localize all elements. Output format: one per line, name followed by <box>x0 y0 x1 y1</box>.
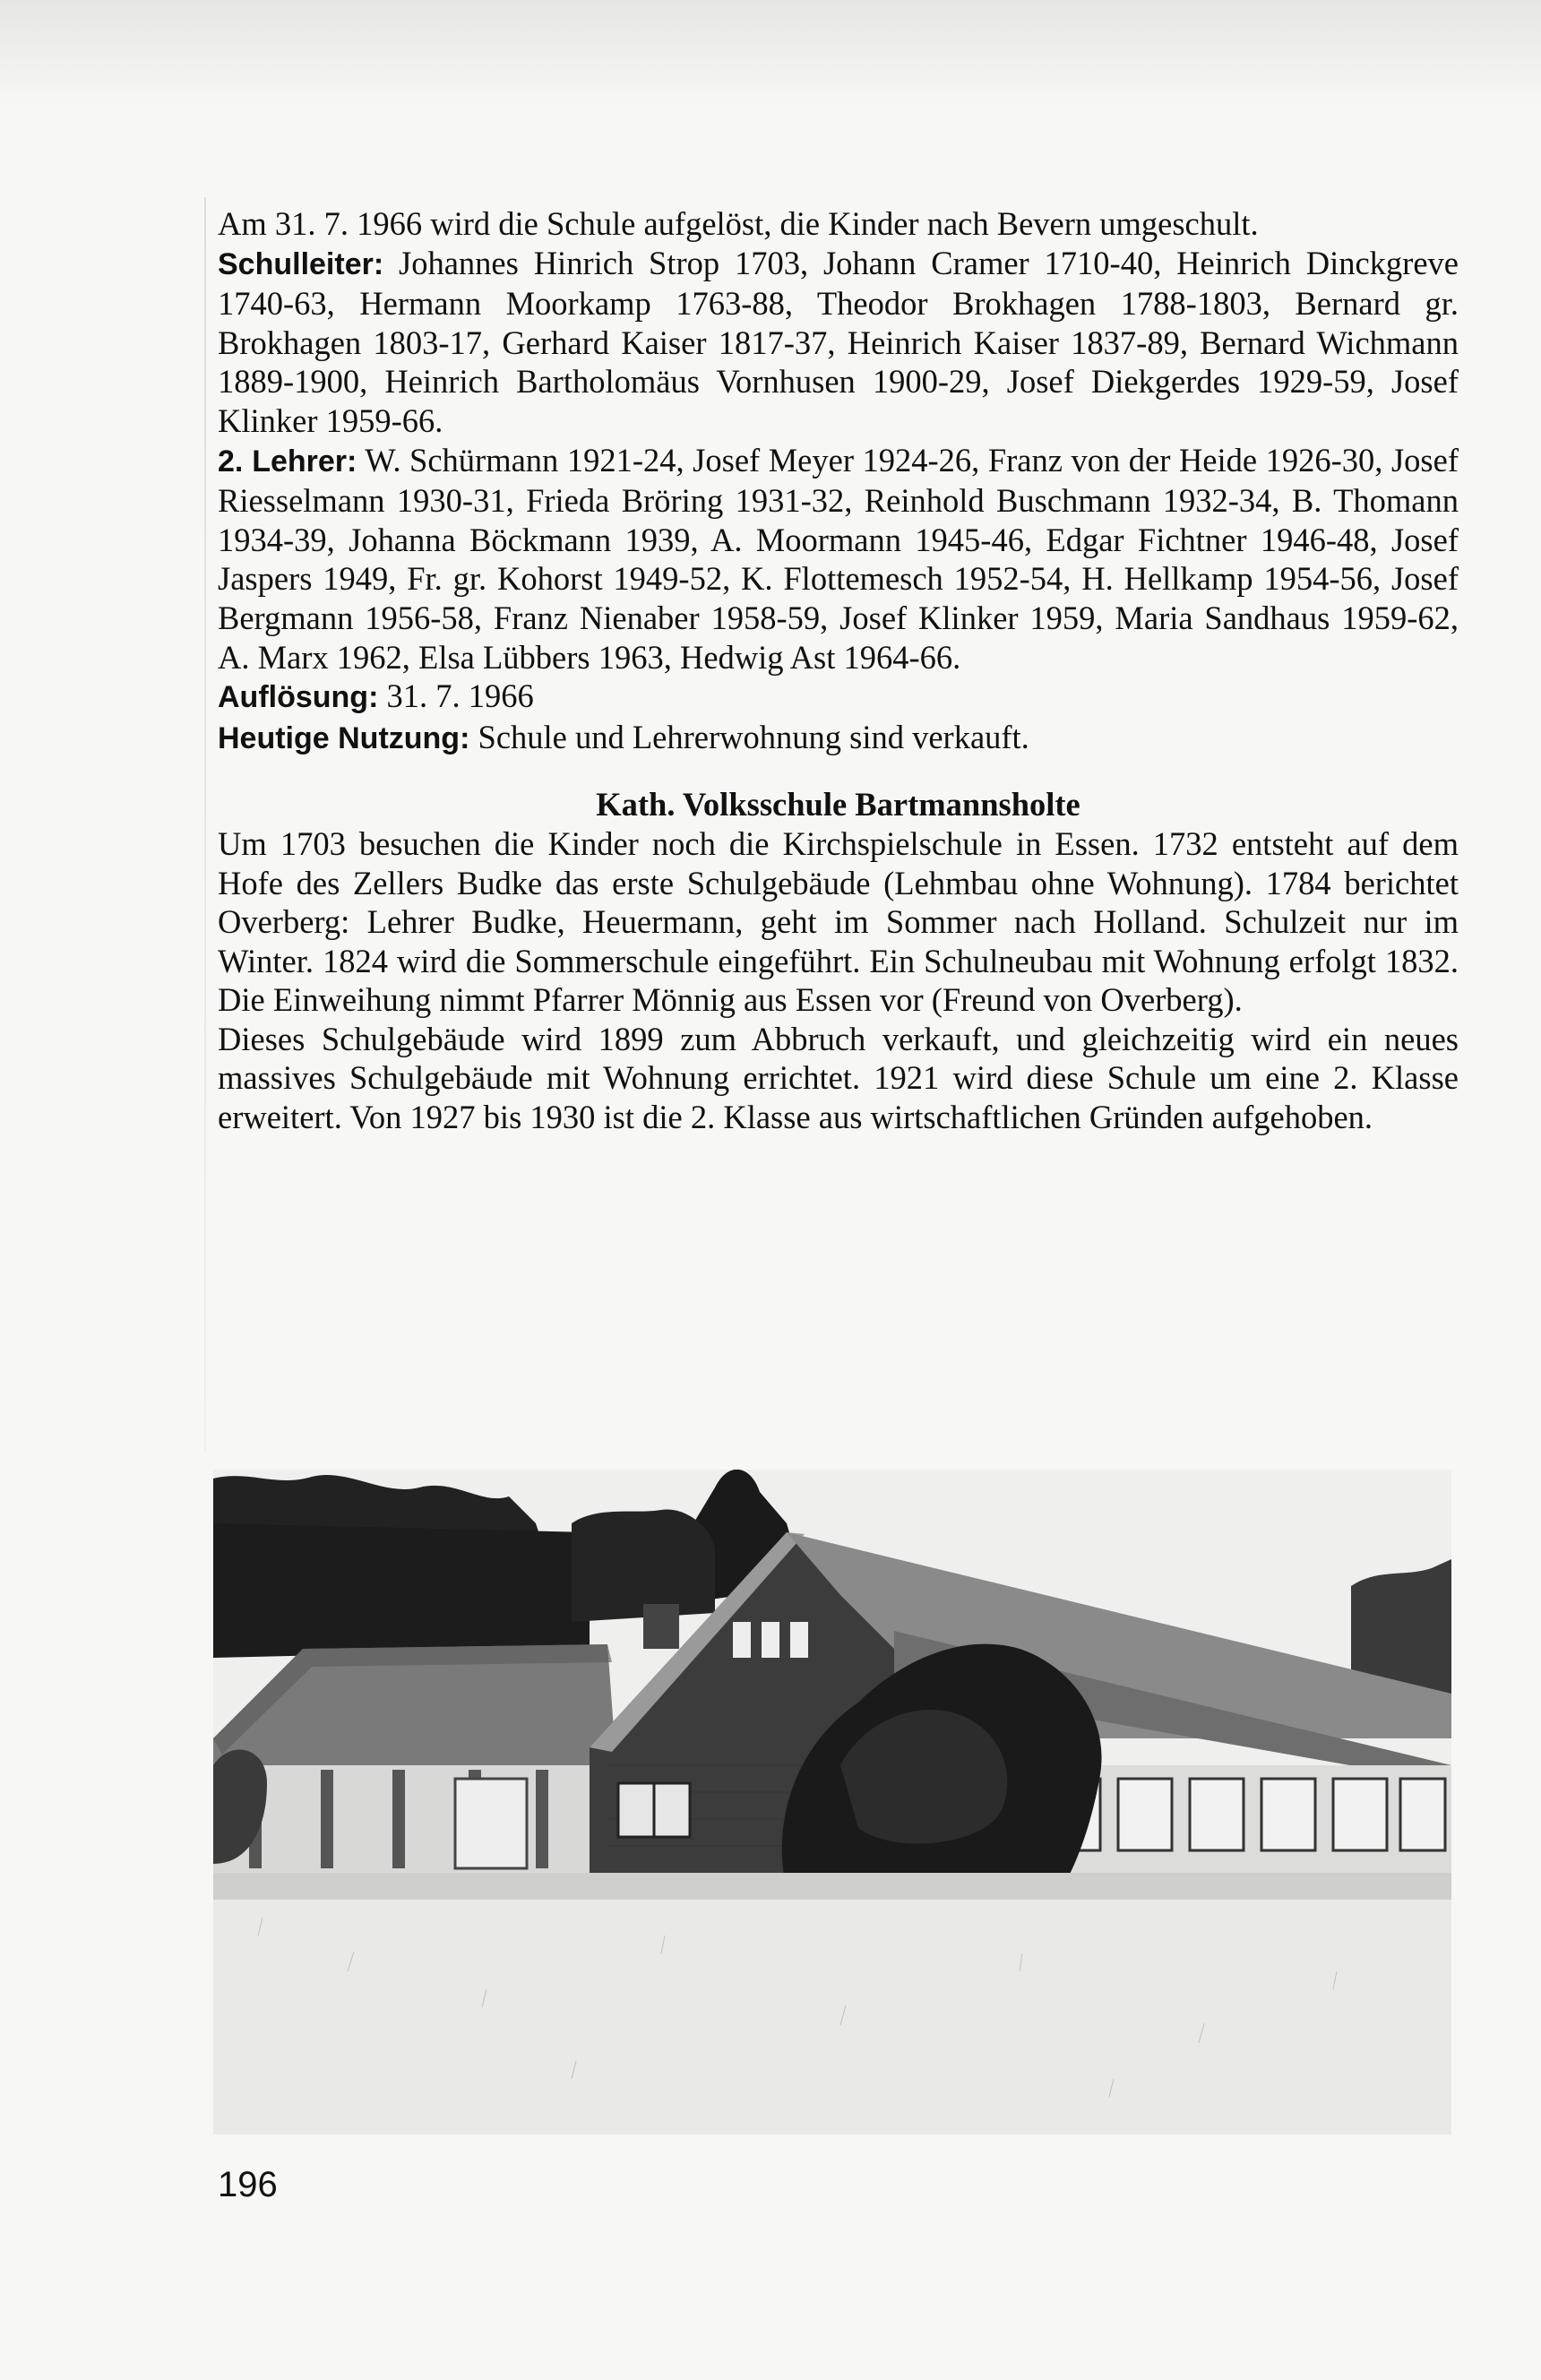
lehrer-text: W. Schürmann 1921-24, Josef Meyer 1924-26, Franz von der Heide 1926-30, Josef Riesselmann 1930-31, Frieda Bröring 1931-32, Reinhold Buschmann 1932-34, B. Thomann 1934-39, Johanna Böckmann 1939, A. Moormann 1945-46, Edgar Fichtner 1946-48, Josef Jaspers 1949, Fr. gr. Kohorst 1949-52, K. Flottemesch 1952-54, H. Hellkamp 1954-56, Josef Bergmann 1956-58, Franz Nienaber 1958-59, Josef Klinker 1959, Maria Sandhaus 1959-62, A. Marx 1962, Elsa Lübbers 1963, Hedwig Ast 1964-66. <box>218 441 1459 676</box>
lehrer-label: 2. Lehrer: <box>218 444 357 479</box>
section-paragraph-2: Dieses Schulgebäude wird 1899 zum Abbruch verkauft, und gleichzeitig wird ein neues massives Schulgebäude mit Wohnung errichtet. 1921 wird diese Schule um eine 2. Klasse erweitert. Von 1927 bis 1930 ist die 2. Klasse aus wirtschaftlichen Gründen aufgehoben. <box>218 1020 1459 1136</box>
school-building-photo <box>213 1470 1451 2134</box>
closing-line: Am 31. 7. 1966 wird die Schule aufgelöst, die Kinder nach Bevern umgeschult. <box>218 205 1259 242</box>
schulleiter-text: Johannes Hinrich Strop 1703, Johann Cramer 1710-40, Heinrich Dinckgreve 1740-63, Hermann Moorkamp 1763-88, Theodor Brokhagen 1788-1803, Bernard gr. Brokhagen 1803-17, Gerhard Kaiser 1817-37, Heinrich Kaiser 1837-89, Bernard Wichmann 1889-1900, Heinrich Bartholomäus Vornhusen 1900-29, Josef Diekgerdes 1929-59, Josef Klinker 1959-66. <box>218 244 1459 439</box>
page-top-shadow <box>0 0 1541 108</box>
main-text <box>218 204 1459 1137</box>
page-gutter-line <box>204 197 206 1452</box>
lehrer-paragraph <box>218 441 1459 677</box>
nutzung-label: Heutige Nutzung: <box>218 720 470 755</box>
nutzung-text: Schule und Lehrerwohnung sind verkauft. <box>478 718 1029 755</box>
page-number: 196 <box>218 2165 278 2204</box>
schulleiter-paragraph <box>218 244 1459 441</box>
section-paragraph-1: Um 1703 besuchen die Kinder noch die Kirchspielschule in Essen. 1732 entsteht auf dem Hofe des Zellers Budke das erste Schulgebäude (Lehmbau ohne Wohnung). 1784 berichtet Overberg: Lehrer Budke, Heuermann, geht im Sommer nach Holland. Schulzeit nur im Winter. 1824 wird die Sommerschule eingeführt. Ein Schulneubau mit Wohnung erfolgt 1832. Die Einweihung nimmt Pfarrer Mönnig aus Essen vor (Freund von Overberg). <box>218 824 1459 1019</box>
aufloesung-text: 31. 7. 1966 <box>386 677 534 715</box>
nutzung-paragraph <box>218 718 1459 759</box>
aufloesung-paragraph <box>218 677 1459 718</box>
section-heading: Kath. Volksschule Bartmannsholte <box>596 786 1080 824</box>
section-gap <box>218 758 1459 785</box>
aufloesung-label: Auflösung: <box>218 680 379 715</box>
schulleiter-label: Schulleiter: <box>218 246 384 281</box>
